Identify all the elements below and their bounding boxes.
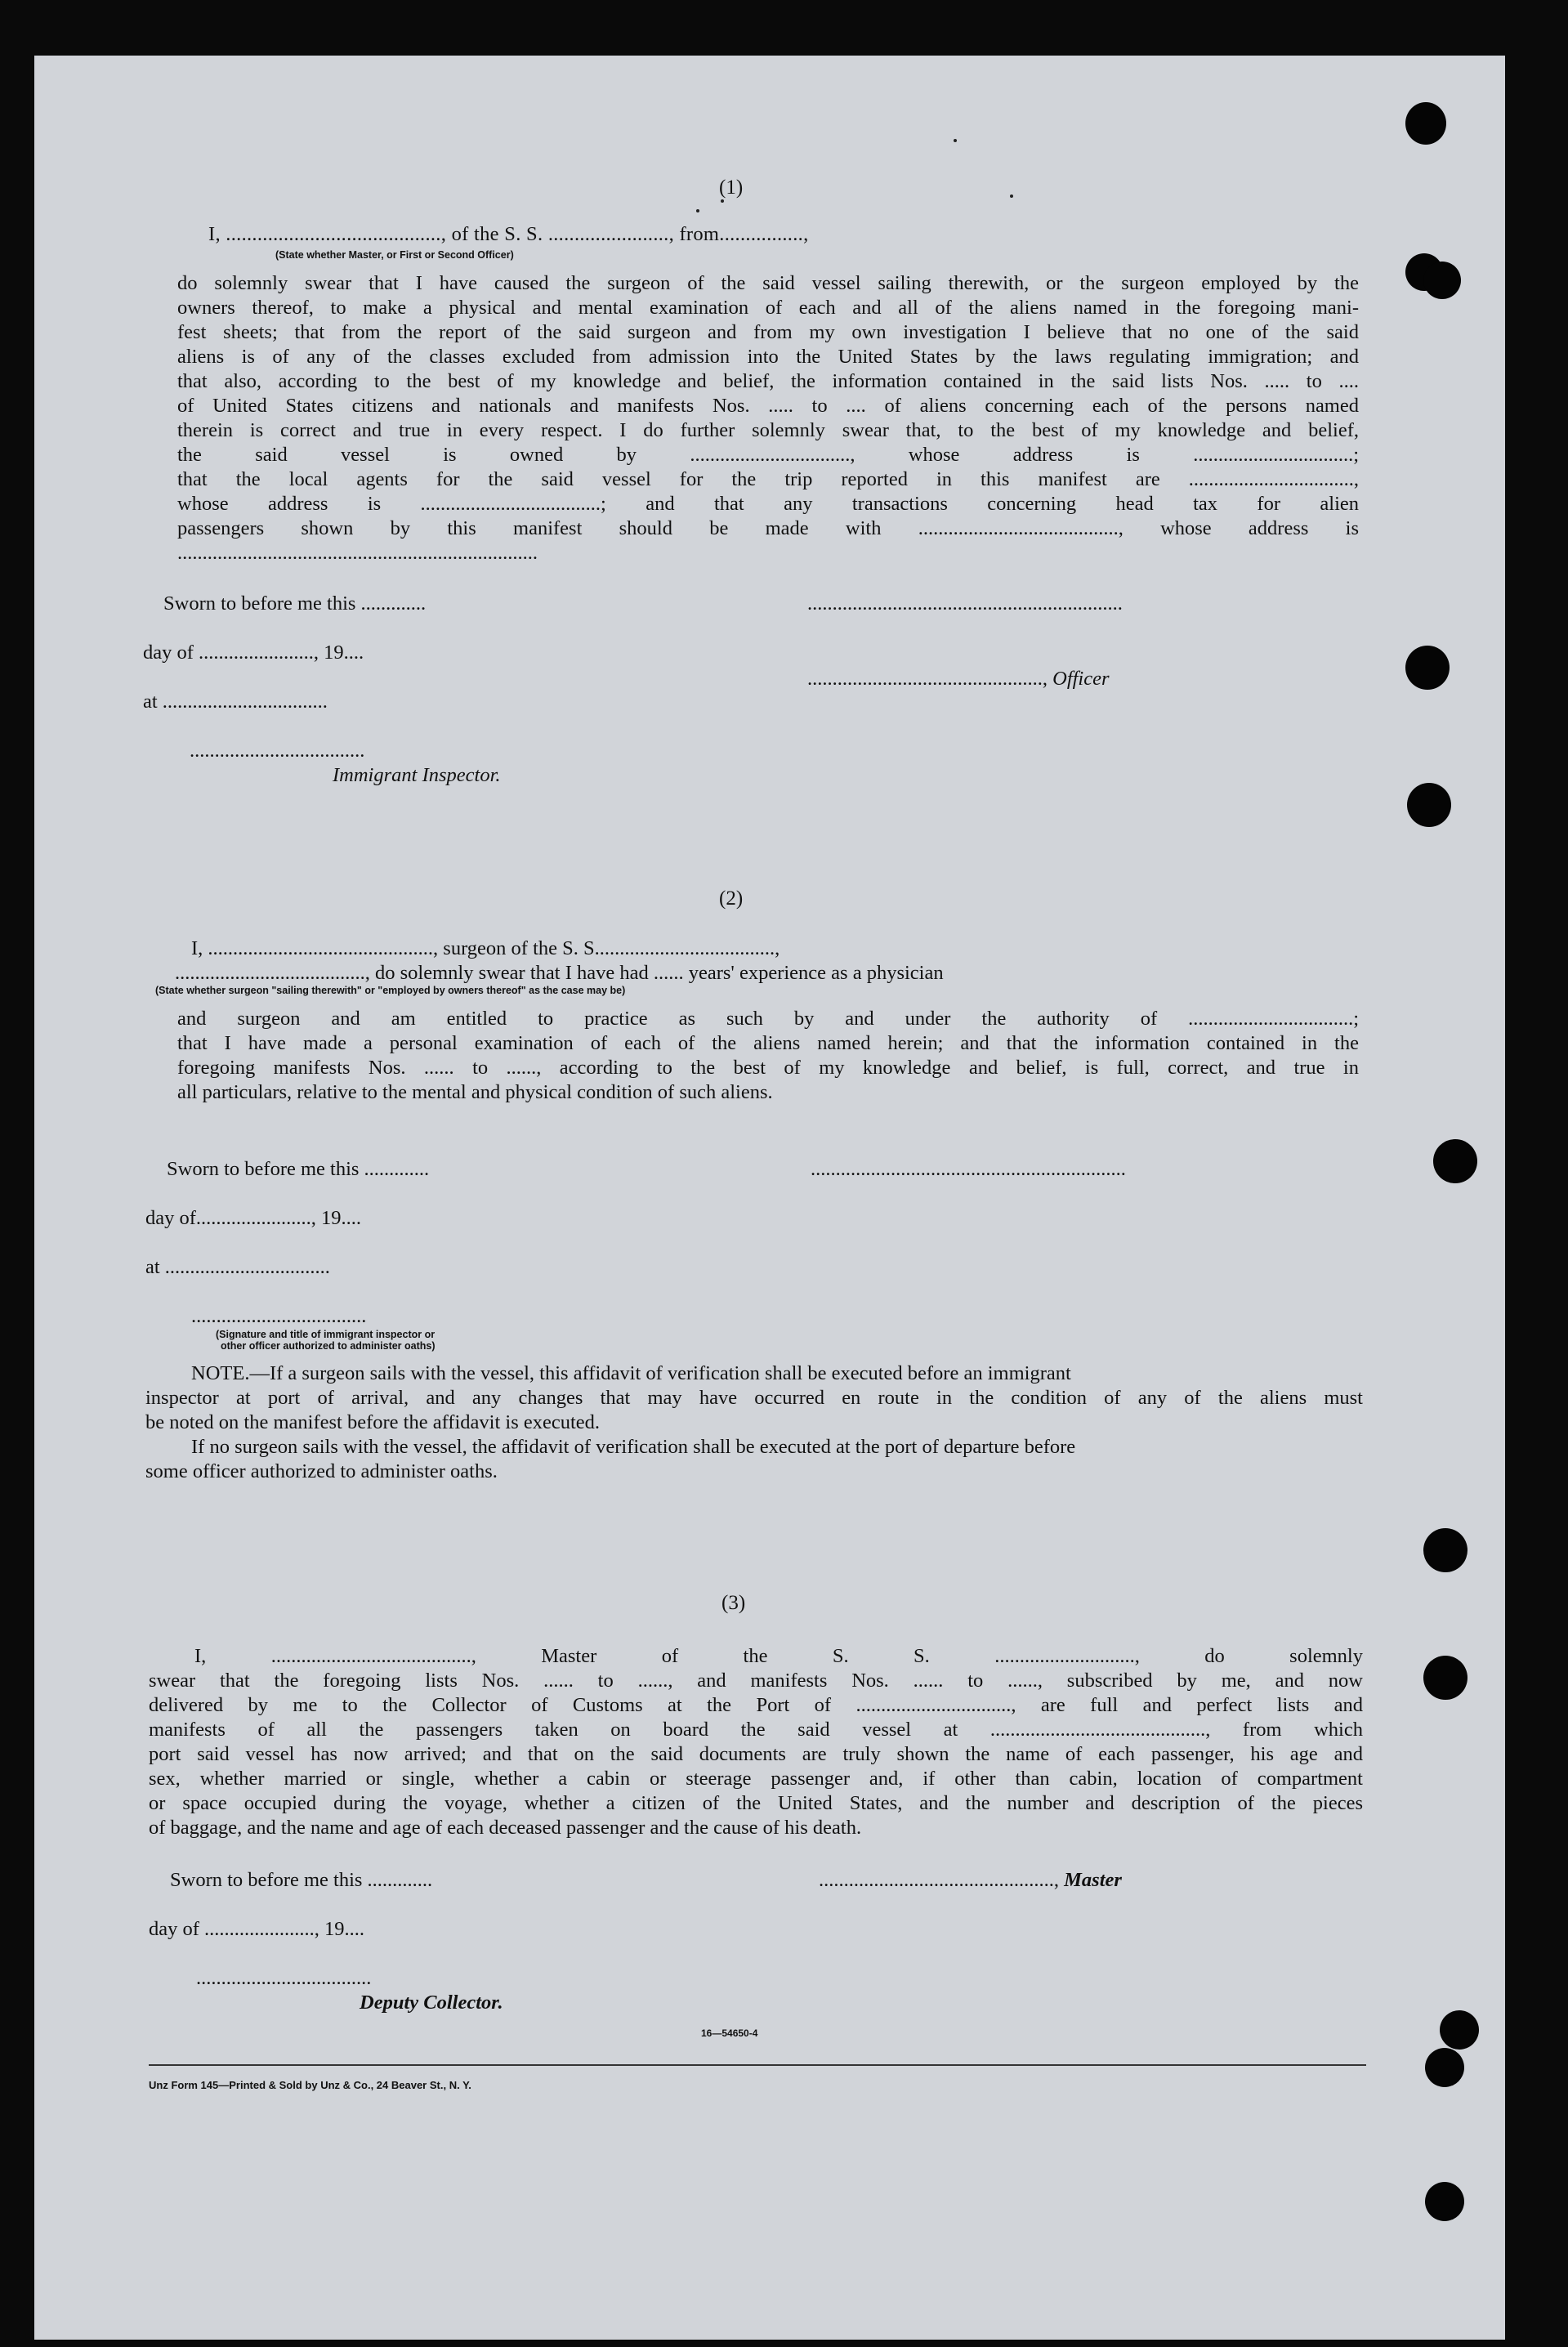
section-2-line: all particulars, relative to the mental and physical condition of such aliens. <box>177 1081 773 1103</box>
speck <box>1010 194 1013 198</box>
section-3-line: or space occupied during the voyage, whether a citizen of the United States, and the number and description of the pieces <box>149 1792 1363 1814</box>
section-3-line: I, ........................................, Master of the S. S. ............................, do solemnly <box>194 1645 1363 1667</box>
section-3-sworn-line: Sworn to before me this ............. <box>170 1869 433 1891</box>
punch-hole <box>1423 1656 1467 1700</box>
section-1-number: (1) <box>719 177 744 199</box>
section-3-master-line <box>819 1868 1122 1893</box>
manifest-page <box>34 56 1505 2340</box>
section-1-line: therein is correct and true in every respect. I do further solemnly swear that, to the best of my knowledge and belief, <box>177 419 1359 441</box>
note-line: be noted on the manifest before the affidavit is executed. <box>145 1411 601 1433</box>
speck <box>696 209 699 212</box>
section-2-line: that I have made a personal examination of each of the aliens named herein; and that the information contained in the <box>177 1032 1359 1054</box>
punch-hole <box>1405 646 1450 690</box>
section-1-inspector-dots: ................................... <box>190 740 365 762</box>
officer-label: Officer <box>1052 668 1110 690</box>
section-3-collector-label: Deputy Collector. <box>360 1992 503 2014</box>
section-1-line: that also, according to the best of my knowledge and belief, the information contained in the said lists Nos. ..... to .... <box>177 370 1359 392</box>
section-1-trailing-dots: ........................................................................ <box>177 542 538 564</box>
footer-imprint: Unz Form 145—Printed & Sold by Unz & Co., 24 Beaver St., N. Y. <box>149 2079 471 2091</box>
section-1-line: whose address is ....................................; and that any transactions concerning head tax for alien <box>177 493 1359 515</box>
section-2-signature-note: other officer authorized to administer oaths) <box>221 1340 436 1352</box>
section-2-line: and surgeon and am entitled to practice as such by and under the authority of .................................; <box>177 1008 1359 1030</box>
section-2-sworn-line: Sworn to before me this ............. <box>167 1158 430 1180</box>
section-1-at: at ................................. <box>143 691 328 713</box>
section-2-signature-title-dots: ................................... <box>191 1305 367 1327</box>
section-3-line: delivered by me to the Collector of Customs at the Port of ..............................., are full and perfect lists and <box>149 1694 1363 1716</box>
punch-hole <box>1423 262 1461 299</box>
section-1-line: of United States citizens and nationals and manifests Nos. ..... to .... of aliens concerning each of the persons named <box>177 395 1359 417</box>
note-line: some officer authorized to administer oaths. <box>145 1460 498 1482</box>
section-1-signature-dots: ............................................................... <box>807 592 1123 615</box>
speck <box>954 139 957 142</box>
section-1-rank-note: (State whether Master, or First or Second Officer) <box>275 249 514 261</box>
footer-rule <box>149 2064 1366 2066</box>
section-2-line: foregoing manifests Nos. ...... to ......, according to the best of my knowledge and belief, is full, correct, and true in <box>177 1057 1359 1079</box>
section-1-line: owners thereof, to make a physical and mental examination of each and all of the aliens named in the foregoing mani- <box>177 297 1359 319</box>
section-1-line: do solemnly swear that I have caused the surgeon of the said vessel sailing therewith, or the surgeon employed by the <box>177 272 1359 294</box>
master-label: Master <box>1064 1869 1122 1891</box>
section-2-first-line: I, ............................................., surgeon of the S. S...................................., <box>191 937 780 959</box>
section-2-signature-note: (Signature and title of immigrant inspector or <box>216 1329 436 1340</box>
section-2-number: (2) <box>719 887 744 910</box>
section-1-inspector-label: Immigrant Inspector. <box>333 764 501 786</box>
section-1-oath-first-line: I, ........................................., of the S. S. ......................., from................, <box>208 223 809 245</box>
punch-hole <box>1425 2182 1464 2221</box>
section-3-line: swear that the foregoing lists Nos. ...... to ......, and manifests Nos. ...... to ......, subscribed by me, and now <box>149 1670 1363 1692</box>
section-1-line: passengers shown by this manifest should be made with ........................................, whose address is <box>177 517 1359 539</box>
form-number: 16—54650-4 <box>701 2027 758 2039</box>
section-3-day-of: day of ......................, 19.... <box>149 1918 365 1940</box>
section-1-line: fest sheets; that from the report of the said surgeon and from my own investigation I believe that no one of the said <box>177 321 1359 343</box>
note-line: If no surgeon sails with the vessel, the affidavit of verification shall be executed at the port of departure before <box>191 1436 1076 1458</box>
section-1-line: the said vessel is owned by ................................, whose address is ................................; <box>177 444 1359 466</box>
section-2-day-of: day of......................., 19.... <box>145 1207 362 1229</box>
note-line: NOTE.—If a surgeon sails with the vessel, this affidavit of verification shall be executed before an immigrant <box>191 1362 1071 1384</box>
section-3-collector-dots: ................................... <box>196 1967 372 1989</box>
section-1-officer-line <box>807 667 1110 691</box>
section-1-sworn-line: Sworn to before me this ............. <box>163 592 427 615</box>
section-2-second-line: ......................................, do solemnly swear that I have had ...... years' experience as a physician <box>175 962 944 984</box>
punch-hole <box>1423 1528 1467 1572</box>
section-2-signature-dots: ............................................................... <box>811 1158 1126 1180</box>
section-1-line: aliens is of any of the classes excluded from admission into the United States by the laws regulating immigration; and <box>177 346 1359 368</box>
section-3-line: sex, whether married or single, whether a cabin or steerage passenger and, if other than cabin, location of compartment <box>149 1768 1363 1790</box>
section-3-number: (3) <box>721 1592 746 1614</box>
punch-hole <box>1407 783 1451 827</box>
speck <box>721 199 724 203</box>
punch-hole <box>1425 2048 1464 2087</box>
section-2-at: at ................................. <box>145 1256 330 1278</box>
officer-dots: ..............................................., <box>807 668 1048 690</box>
section-1-line: that the local agents for the said vessel for the trip reported in this manifest are ................................., <box>177 468 1359 490</box>
master-dots: ..............................................., <box>819 1869 1059 1891</box>
section-3-line: manifests of all the passengers taken on board the said vessel at ..........................................., from which <box>149 1719 1363 1741</box>
section-1-day-of: day of ......................., 19.... <box>143 642 364 664</box>
note-line: inspector at port of arrival, and any changes that may have occurred en route in the condition of any of the aliens must <box>145 1387 1363 1409</box>
punch-hole <box>1440 2010 1479 2050</box>
punch-hole <box>1405 102 1446 145</box>
punch-hole <box>1433 1139 1477 1183</box>
section-2-surgeon-note: (State whether surgeon "sailing therewith" or "employed by owners thereof" as the case may be) <box>155 985 626 996</box>
section-3-line: port said vessel has now arrived; and that on the said documents are truly shown the name of each passenger, his age and <box>149 1743 1363 1765</box>
section-3-line: of baggage, and the name and age of each deceased passenger and the cause of his death. <box>149 1817 862 1839</box>
